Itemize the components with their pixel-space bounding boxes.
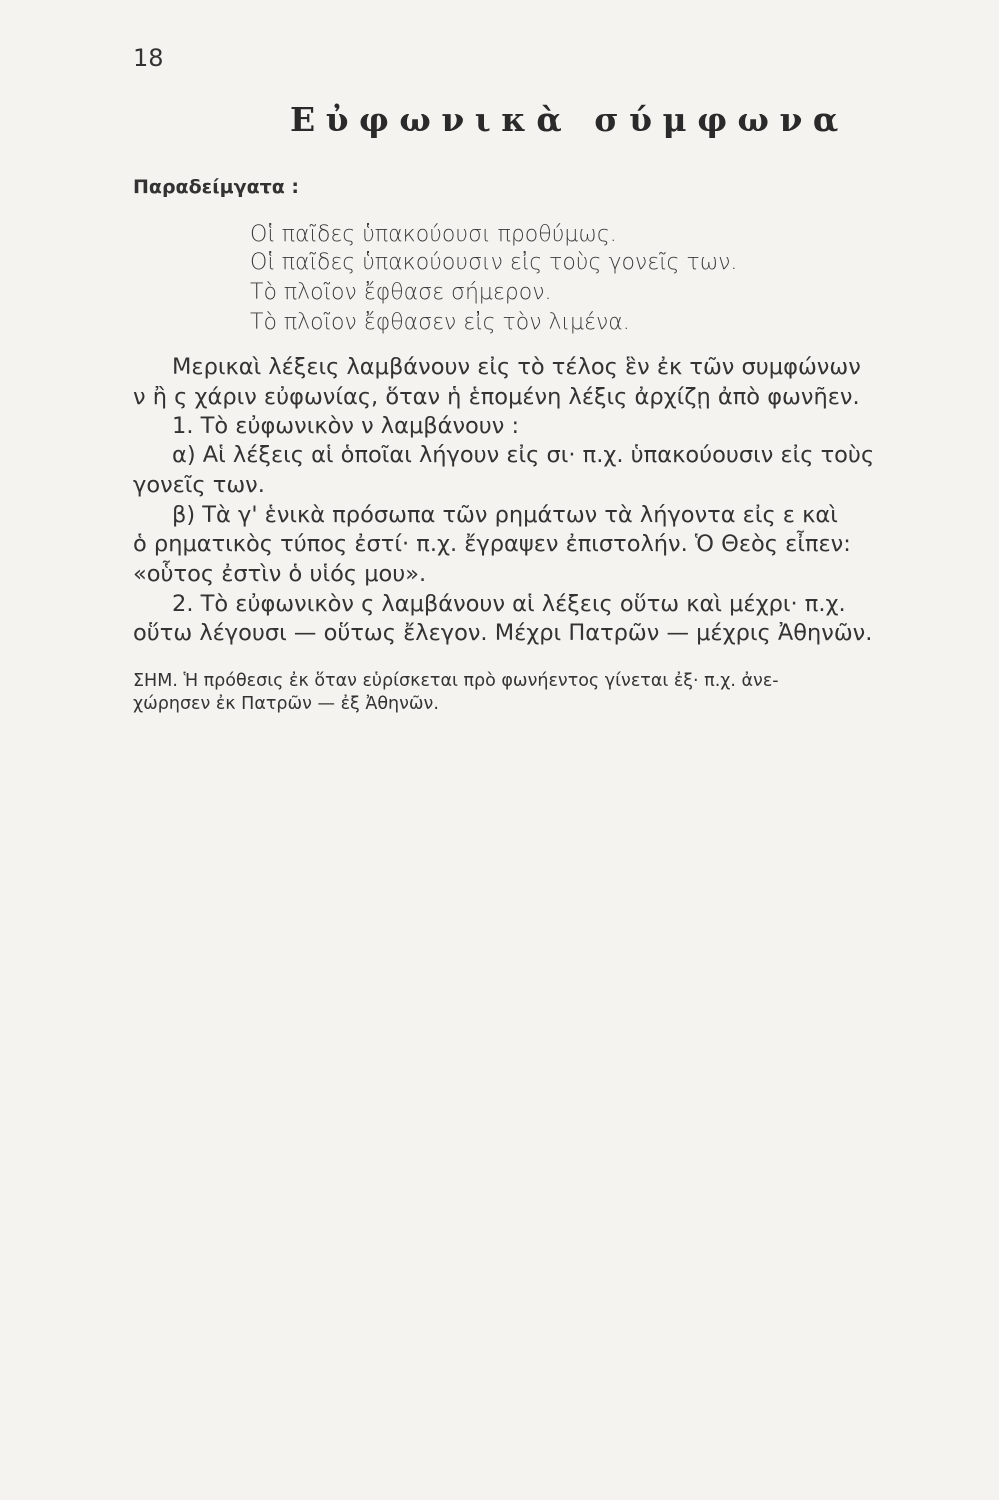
body-line: ὁ ρηματικὸς τύπος ἐστί· π.χ. ἔγραψεν ἐπιστολήν. Ὁ Θεὸς εἶπεν: xyxy=(133,531,851,557)
body-line: β) Τὰ γ' ἑνικὰ πρόσωπα τῶν ρημάτων τὰ λήγοντα εἰς ε καὶ xyxy=(172,502,838,528)
example-line: Τὸ πλοῖον ἔφθασε σήμερον. xyxy=(250,280,552,305)
body-line: Μερικαὶ λέξεις λαμβάνουν εἰς τὸ τέλος ἓν ἐκ τῶν συμφώνων xyxy=(172,354,861,380)
page-number: 18 xyxy=(133,44,164,72)
body-line: οὕτω λέγουσι — οὕτως ἔλεγον. Μέχρι Πατρῶν — μέχρις Ἀθηνῶν. xyxy=(133,620,873,646)
examples-label: Παραδείμγατα : xyxy=(133,176,300,198)
example-line: Οἱ παῖδες ὑπακούουσι προθύμως. xyxy=(250,222,617,247)
body-line: ν ἢ ς χάριν εὐφωνίας, ὅταν ἡ ἑπομένη λέξις ἀρχίζῃ ἀπὸ φωνῆεν. xyxy=(133,384,860,410)
example-line: Τὸ πλοῖον ἔφθασεν εἰς τὸν λιμένα. xyxy=(250,310,630,335)
note-line: χώρησεν ἐκ Πατρῶν — ἐξ Ἀθηνῶν. xyxy=(133,694,439,714)
body-line: 1. Τὸ εὐφωνικὸν ν λαμβάνουν : xyxy=(172,413,520,439)
body-line: «οὗτος ἐστὶν ὁ υἱός μου». xyxy=(133,561,427,587)
body-line: 2. Τὸ εὐφωνικὸν ς λαμβάνουν αἱ λέξεις οὕτω καὶ μέχρι· π.χ. xyxy=(172,591,846,617)
example-line: Οἱ παῖδες ὑπακούουσιν εἰς τοὺς γονεῖς των. xyxy=(250,250,738,275)
body-line: γονεῖς των. xyxy=(133,472,265,498)
note-line: ΣΗΜ. Ἡ πρόθεσις ἐκ ὅταν εὑρίσκεται πρὸ φωνήεντος γίνεται ἐξ· π.χ. ἀνε- xyxy=(133,671,779,691)
section-title: Εὐφωνικὰ σύμφωνα xyxy=(290,100,849,139)
body-line: α) Αἱ λέξεις αἱ ὁποῖαι λήγουν εἰς σι· π.χ. ὑπακούουσιν εἰς τοὺς xyxy=(172,442,875,468)
